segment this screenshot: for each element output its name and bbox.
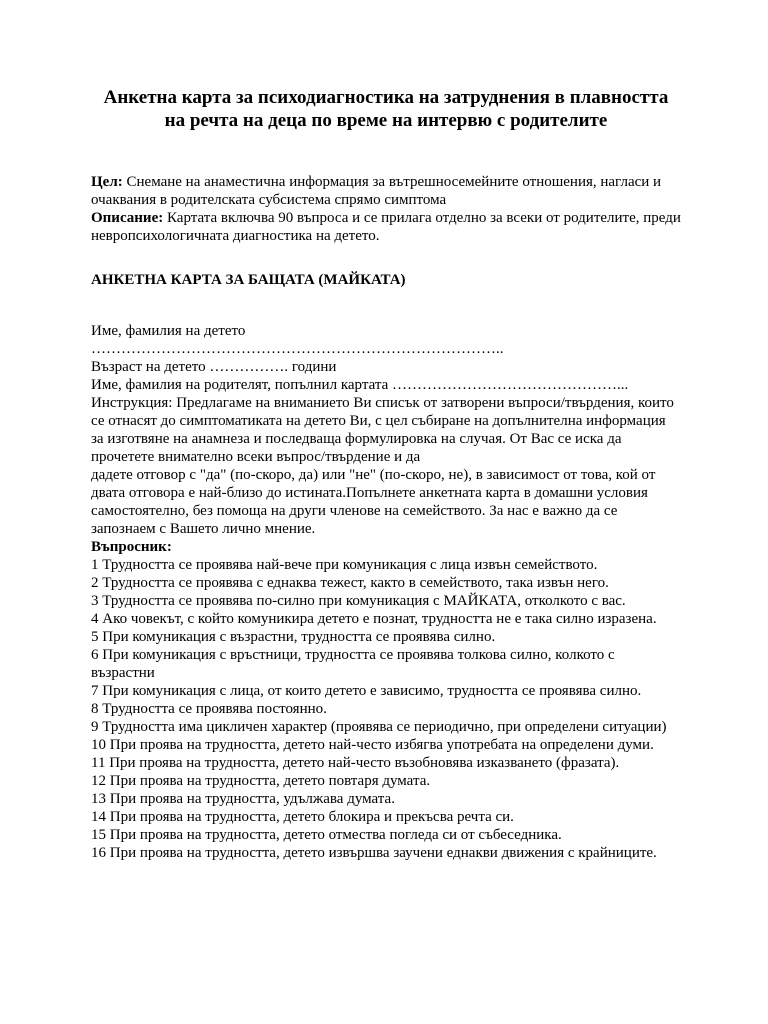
goal-label: Цел: (91, 174, 123, 190)
document-page (91, 86, 681, 862)
child-age-line: Възраст на детето ……………. години (91, 359, 337, 375)
question-item: 2 Трудността се проявява с еднаква тежест, както в семейството, така извън него. (91, 575, 609, 591)
question-item: 15 При проява на трудността, детето отмества погледа си от събеседника. (91, 827, 562, 843)
question-item: 12 При проява на трудността, детето повтаря думата. (91, 773, 431, 789)
instruction-paragraph: Инструкция: Предлагаме на вниманието Ви списък от затворени въпроси/твърдения, които се отнасят до симптоматиката на детето Ви, с цел събиране на допълнителна информация за изготвяне на анамнеза и последваща формулировка на случая. От Вас се иска да прочетете внимателно всеки въпрос/твърдение и да (91, 395, 674, 465)
question-item: 7 При комуникация с лица, от които детето е зависимо, трудността се проявява силно. (91, 683, 642, 699)
intro-section (91, 173, 681, 245)
question-item: 1 Трудността се проявява най-вече при комуникация с лица извън семейството. (91, 557, 598, 573)
question-item: 6 При комуникация с връстници, трудността се проявява толкова силно, колкото с възрастни (91, 647, 615, 681)
question-item: 3 Трудността се проявява по-силно при комуникация с МАЙКАТА, отколкото с вас. (91, 593, 626, 609)
description-paragraph (91, 209, 681, 245)
title-line-1: Анкетна карта за психодиагностика на затруднения в плавността (103, 87, 669, 108)
description-label: Описание: (91, 210, 164, 226)
question-item: 4 Ако човекът, с който комуникира детето е познат, трудността не е така силно изразена. (91, 611, 657, 627)
question-item: 13 При проява на трудността, удължава думата. (91, 791, 395, 807)
child-name-blank: ……………………………………………………………………….. (91, 341, 504, 357)
document-title (91, 86, 681, 132)
questionnaire-label: Въпросник: (91, 539, 172, 555)
description-text: Картата включва 90 въпроса и се прилага отделно за всеки от родителите, преди невропсихологичната диагностика на детето. (91, 210, 681, 244)
instruction-paragraph-2: дадете отговор с "да" (по-скоро, да) или "не" (по-скоро, не), в зависимост от това, кой от двата отговора е най-близо до истината.Попълнете анкетната карта в домашни условия самостоятелно, без помоща на други членове на семейството. За нас е важно да се запознаем с Вашето лично мнение. (91, 467, 656, 537)
question-item: 9 Трудността има цикличен характер (проявява се периодично, при определени ситуации) (91, 719, 667, 735)
card-heading: АНКЕТНА КАРТА ЗА БАЩАТА (МАЙКАТА) (91, 272, 406, 288)
question-item: 11 При проява на трудността, детето най-често възобновява изказването (фразата). (91, 755, 620, 771)
question-item: 14 При проява на трудността, детето блокира и прекъсва речта си. (91, 809, 514, 825)
question-item: 16 При проява на трудността, детето извършва заучени еднакви движения с крайниците. (91, 845, 657, 861)
title-line-2: на речта на деца по време на интервю с родителите (164, 110, 608, 131)
question-list (91, 556, 681, 862)
goal-paragraph (91, 173, 681, 209)
goal-text: Снемане на анаместична информация за вътрешносемейните отношения, нагласи и очаквания в родителската субсистема спрямо симптома (91, 174, 662, 208)
parent-name-line: Име, фамилия на родителят, попълнил картата ………………………………………... (91, 377, 629, 393)
question-item: 5 При комуникация с възрастни, трудността се проявява силно. (91, 629, 496, 645)
question-item: 8 Трудността се проявява постоянно. (91, 701, 327, 717)
form-section (91, 322, 681, 862)
question-item: 10 При проява на трудността, детето най-често избягва употребата на определени думи. (91, 737, 654, 753)
child-name-label: Име, фамилия на детето (91, 323, 246, 339)
